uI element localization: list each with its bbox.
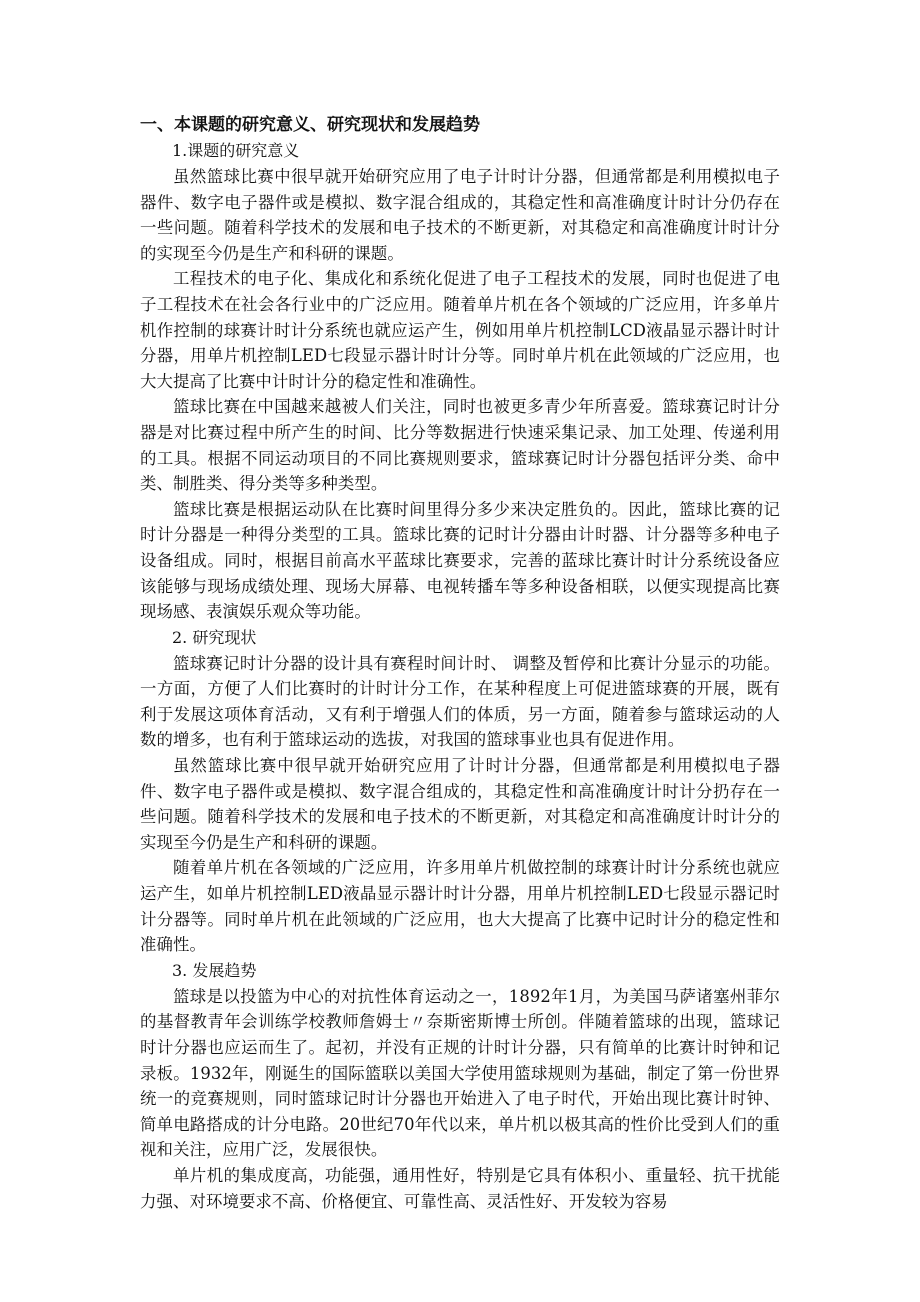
paragraph: 篮球比赛是根据运动队在比赛时间里得分多少来决定胜负的。因此，篮球比赛的记时计分器是一种得分类型的工具。篮球比赛的记时计分器由计时器、计分器等多种电子设备组成。同时，根据目前高水平蓝球比赛要求，完善的蓝球比赛计时计分系统设备应该能够与现场成绩处理、现场大屏幕、电视转播车等多种设备相联，以便实现提高比赛现场感、表演娱乐观众等功能。	[140, 499, 780, 622]
document-heading: 一、本课题的研究意义、研究现状和发展趋势	[140, 115, 480, 135]
paragraph: 篮球是以投篮为中心的对抗性体育运动之一，1892年1月，为美国马萨诸塞州菲尔的基督教青年会训练学校教师詹姆士〃奈斯密斯博士所创。伴随着篮球的出现，篮球记时计分器也应运而生了。起初，并没有正规的计时计分器，只有简单的比赛计时钟和记录板。1932年，刚诞生的国际篮联以美国大学使用篮球规则为基础，制定了第一份世界统一的竞赛规则，同时篮球记时计分器也开始进入了电子时代，开始出现比赛计时钟、简单电路搭成的计分电路。20世纪70年代以来，单片机以极其高的性价比受到人们的重视和关注，应用广泛，发展很快。	[140, 986, 780, 1160]
paragraph: 随着单片机在各领域的广泛应用，许多用单片机做控制的球赛计时计分系统也就应运产生，如单片机控制LED液晶显示器计时计分器，用单片机控制LED七段显示器记时计分器等。同时单片机在此领域的广泛应用，也大大提高了比赛中记时计分的稳定性和准确性。	[140, 858, 780, 955]
section-title: 3. 发展趋势	[172, 960, 257, 980]
paragraph: 篮球比赛在中国越来越被人们关注，同时也被更多青少年所喜爱。篮球赛记时计分器是对比赛过程中所产生的时间、比分等数据进行快速采集记录、加工处理、传递利用的工具。根据不同运动项目的不同比赛规则要求，篮球赛记时计分器包括评分类、命中类、制胜类、得分类等多种类型。	[140, 397, 780, 494]
section-title: 1.课题的研究意义	[172, 141, 300, 160]
section-research-status	[140, 625, 780, 958]
section-research-significance	[140, 138, 780, 625]
paragraph: 虽然篮球比赛中很早就开始研究应用了计时计分器，但通常都是利用模拟电子器件、数字电子器件或是模拟、数字混合组成的，其稳定性和高准确度计时计分扔存在一些问题。随着科学技术的发展和电子技术的不断更新，对其稳定和高准确度计时计分的实现至今仍是生产和科研的课题。	[140, 756, 780, 852]
section-title: 2. 研究现状	[172, 627, 257, 647]
paragraph: 工程技术的电子化、集成化和系统化促进了电子工程技术的发展，同时也促进了电子工程技术在社会各行业中的广泛应用。随着单片机在各个领域的广泛应用，许多单片机作控制的球赛计时计分系统也就应运产生，例如用单片机控制LCD液晶显示器计时计分器，用单片机控制LED七段显示器计时计分等。同时单片机在此领域的广泛应用，也大大提高了比赛中计时计分的稳定性和准确性。	[140, 269, 780, 391]
section-development-trend	[140, 958, 780, 1214]
paragraph: 篮球赛记时计分器的设计具有赛程时间计时、 调整及暂停和比赛计分显示的功能。一方面，方便了人们比赛时的计时计分工作，在某种程度上可促进篮球赛的开展，既有利于发展这项体育活动，又有利于增强人们的体质，另一方面，随着参与篮球运动的人数的增多，也有利于篮球运动的选拔，对我国的篮球事业也具有促进作用。	[140, 653, 780, 750]
paragraph: 虽然篮球比赛中很早就开始研究应用了电子计时计分器，但通常都是利用模拟电子器件、数字电子器件或是模拟、数字混合组成的，其稳定性和高准确度计时计分仍存在一些问题。随着科学技术的发展和电子技术的不断更新，对其稳定和高准确度计时计分的实现至今仍是生产和科研的课题。	[140, 167, 780, 263]
document-page	[140, 112, 780, 1214]
paragraph: 单片机的集成度高，功能强，通用性好，特别是它具有体积小、重量轻、抗干扰能力强、对环境要求不高、价格便宜、可靠性高、灵活性好、开发较为容易	[140, 1165, 780, 1211]
